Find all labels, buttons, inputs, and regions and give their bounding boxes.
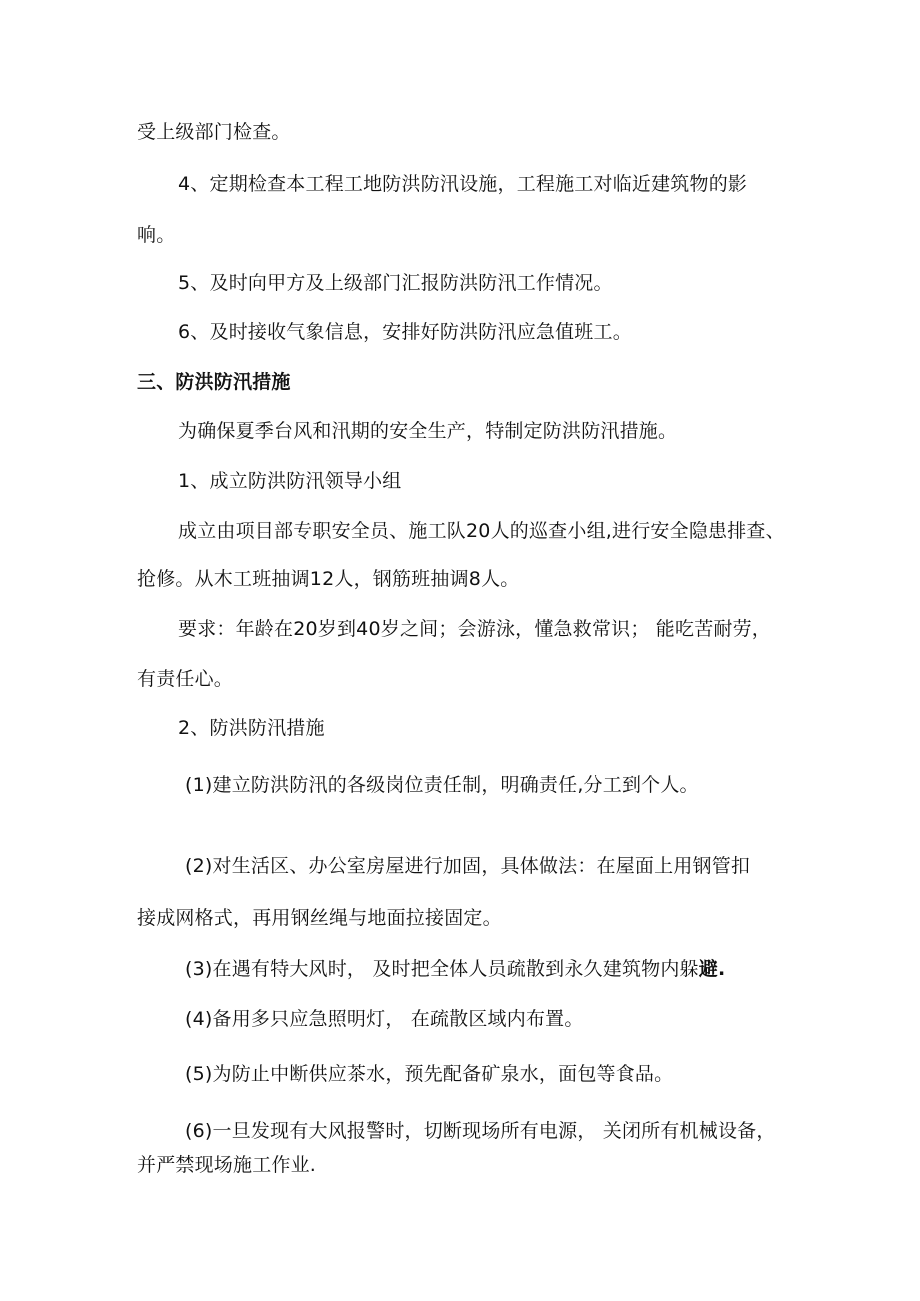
subsection-heading: 1、成立防洪防汛领导小组 [178, 470, 402, 492]
text-line: 有责任心。 [137, 668, 234, 690]
text-line: 并严禁现场施工作业. [137, 1154, 317, 1176]
list-item [185, 956, 725, 982]
list-item: (6)一旦发现有大风报警时，切断现场所有电源， 关闭所有机械设备， [185, 1120, 776, 1142]
text-line: 抢修。从木工班抽调12人，钢筋班抽调8人。 [137, 568, 520, 590]
text-line: 4、定期检查本工程工地防洪防汛设施，工程施工对临近建筑物的影 [178, 173, 748, 195]
list-item: (5)为防止中断供应茶水，预先配备矿泉水，面包等食品。 [185, 1063, 674, 1085]
list-item: (4)备用多只应急照明灯， 在疏散区域内布置。 [185, 1008, 584, 1030]
text-line: 为确保夏季台风和汛期的安全生产，特制定防洪防汛措施。 [178, 420, 678, 442]
text-line: 5、及时向甲方及上级部门汇报防洪防汛工作情况。 [178, 272, 613, 294]
text-line: 要求：年龄在20岁到40岁之间；会游泳，懂急救常识； 能吃苦耐劳， [178, 618, 771, 640]
section-heading: 三、防洪防汛措施 [137, 371, 291, 393]
list-item-text: (3)在遇有特大风时， 及时把全体人员疏散到永久建筑物内躲 [185, 958, 699, 980]
subsection-heading: 2、防洪防汛措施 [178, 717, 325, 739]
list-item-emphasis: 避. [698, 958, 726, 980]
text-line: 受上级部门检查。 [137, 121, 291, 143]
text-line: 接成网格式，再用钢丝绳与地面拉接固定。 [137, 907, 502, 929]
text-line: 6、及时接收气象信息，安排好防洪防汛应急值班工。 [178, 321, 632, 343]
list-item: (2)对生活区、办公室房屋进行加固，具体做法：在屋面上用钢管扣 [185, 855, 751, 877]
list-item: (1)建立防洪防汛的各级岗位责任制，明确责任,分工到个人。 [185, 774, 699, 796]
text-line: 成立由项目部专职安全员、施工队20人的巡查小组,进行安全隐患排查、 [178, 520, 785, 542]
text-line: 响。 [137, 224, 176, 246]
